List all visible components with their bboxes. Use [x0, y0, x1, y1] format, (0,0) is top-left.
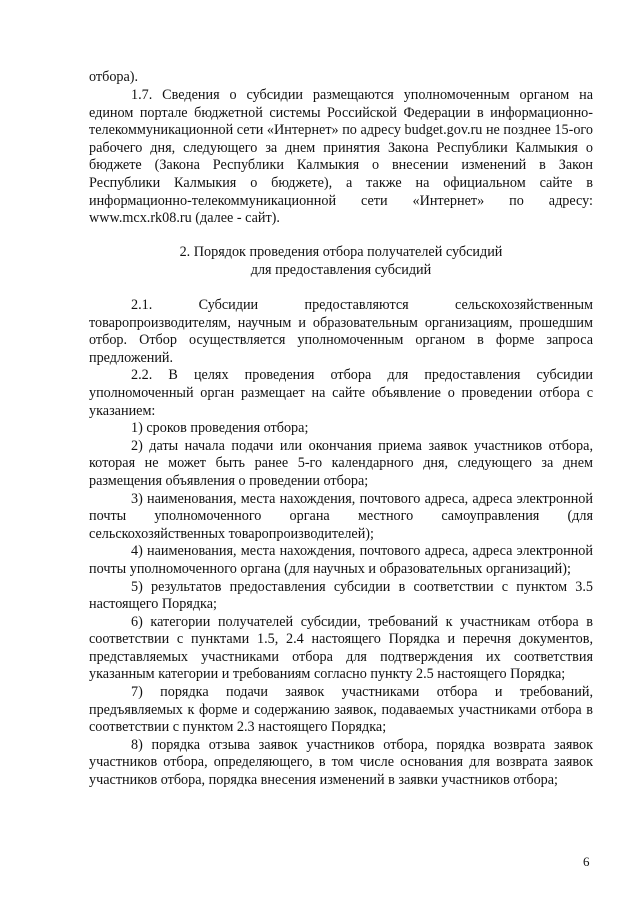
list-item-3: 3) наименования, места нахождения, почтового адреса, адреса электронной почты уполномоченного органа местного самоуправления (для сельскохозяйственных товаропроизводителей); — [89, 490, 593, 542]
section-title-line1: 2. Порядок проведения отбора получателей субсидий — [179, 244, 503, 260]
section-title-line2: для предоставления субсидий — [250, 261, 432, 278]
paragraph-2-2: 2.2. В целях проведения отбора для предоставления субсидии уполномоченный орган размещает на сайте объявление о проведении отбора с указанием: — [89, 367, 593, 419]
top-fragment-text: отбора). — [89, 69, 139, 85]
list-item-2: 2) даты начала подачи или окончания приема заявок участников отбора, которая не может быть ранее 5-го календарного дня, следующего за днем размещения объявления о проведении отбора; — [89, 437, 593, 489]
list-item-4: 4) наименования, места нахождения, почтового адреса, адреса электронной почты уполномоченного органа (для научных и образовательных организаций); — [89, 543, 593, 577]
list-item-7: 7) порядка подачи заявок участниками отбора и требований, предъявляемых к форме и содержанию заявок, подаваемых участниками отбора в соответствии с пунктом 2.3 настоящего Порядка; — [89, 684, 593, 736]
list-item-6: 6) категории получателей субсидии, требований к участникам отбора в соответствии с пунктами 1.5, 2.4 настоящего Порядка и перечня документов, представляемых участниками отбора для подтверждения их соответствия указанным категории и требованиям согласно пункту 2.5 настоящего Порядка; — [89, 613, 593, 683]
body-block — [89, 297, 593, 790]
top-fragment — [89, 69, 593, 87]
list-item-1: 1) сроков проведения отбора; — [131, 420, 309, 437]
paragraph-1-7 — [89, 87, 593, 228]
page-number: 6 — [583, 854, 590, 869]
list-item-5: 5) результатов предоставления субсидии в соответствии с пунктом 3.5 настоящего Порядка; — [89, 578, 593, 613]
section-title — [89, 244, 593, 279]
paragraph-2-1: 2.1. Субсидии предоставляются сельскохозяйственным товаропроизводителям, научным и образовательным организациям, прошедшим отбор. Отбор осуществляется уполномоченным органом в форме запроса предложений. — [89, 297, 593, 366]
paragraph-1-7-text: 1.7. Сведения о субсидии размещаются уполномоченным органом на едином портале бюджетной системы Российской Федерации в информационно-телекоммуникационной сети «Интернет» по адресу budget.gov.ru не позднее 15-ого рабочего дня, следующего за днем принятия Закона Республики Калмыкия о бюджете (Закона Республики Калмыкия о внесении изменений в Закон Республики Калмыкия о бюджете), а также на официальном сайте в информационно-телекоммуникационной сети «Интернет» по адресу: www.mcx.rk08.ru (далее - сайт). — [89, 87, 593, 227]
list-item-8: 8) порядка отзыва заявок участников отбора, порядка возврата заявок участников отбора, определяющего, в том числе основания для возврата заявок участников отбора, порядка внесения изменений в заявки участников отбора; — [89, 736, 593, 789]
